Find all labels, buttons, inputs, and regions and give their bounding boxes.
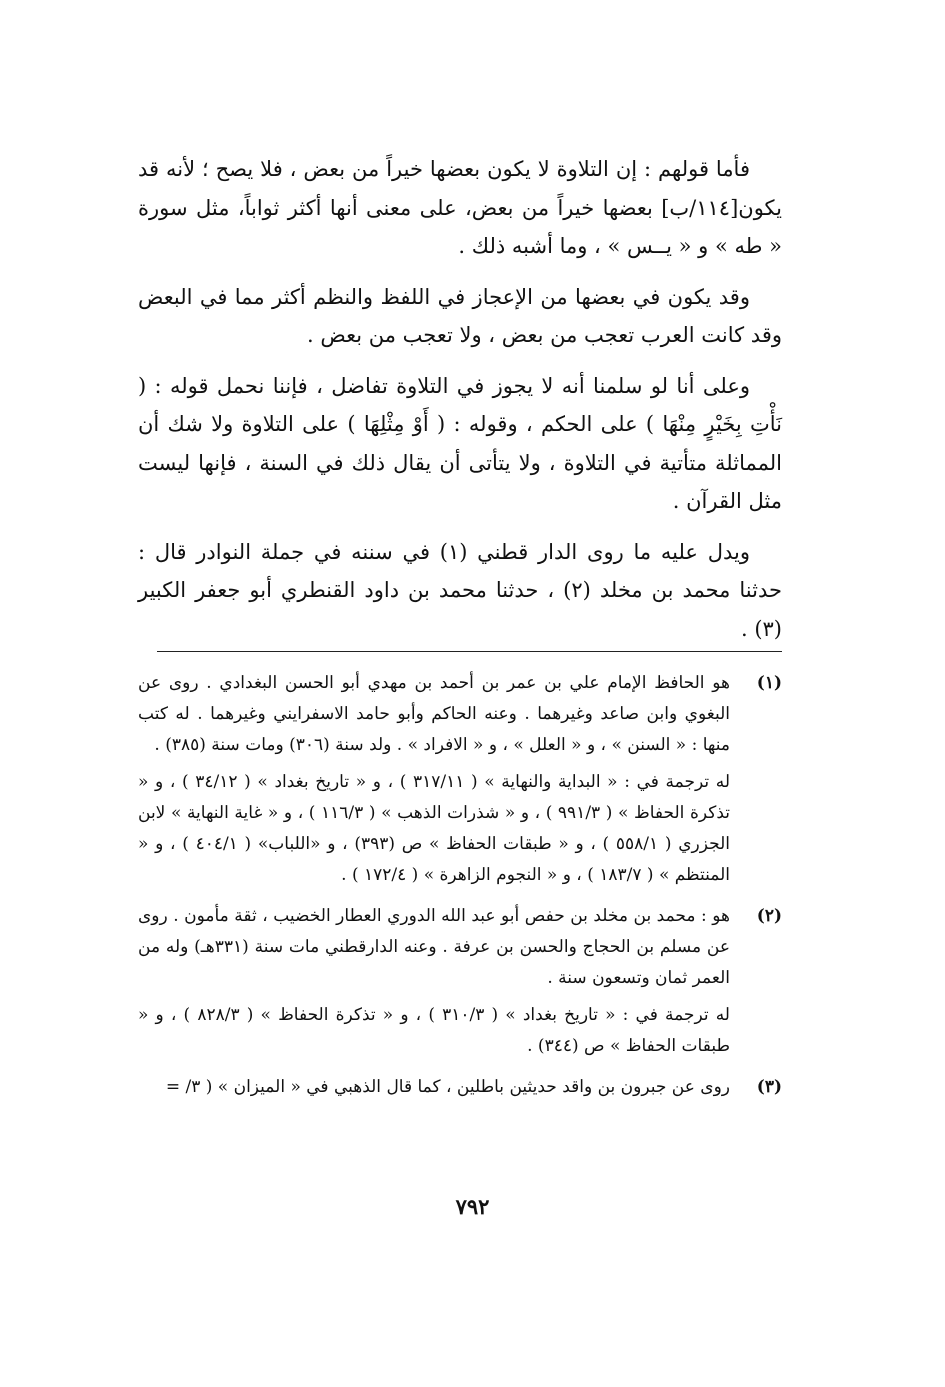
footnote-paragraph: له ترجمة في : « تاريخ بغداد » ( ٣١٠/٣ ) ، و « تذكرة الحفاظ » ( ٨٢٨/٣ ) ، و « طبقات الحفاظ » ص (٣٤٤) . [138,1005,730,1056]
footnote-1 [138,668,782,897]
main-paragraph-4: ويدل عليه ما روى الدار قطني (١) في سننه في جملة النوادر قال : حدثنا محمد بن مخلد (٢) ، حدثنا محمد بن داود القنطري أبو جعفر الكبير (٣) . [138,539,782,641]
main-text [138,150,782,660]
footnote-paragraph: هو : محمد بن مخلد بن حفص أبو عبد الله الدوري العطار الخضيب ، ثقة مأمون . روى عن مسلم بن الحجاج والحسن بن عرفة . وعنه الدارقطني مات سنة (٣٣١هـ) وله من العمر ثمان وتسعون سنة . [138,906,730,988]
footnote-paragraph: روى عن جبرون بن واقد حديثين باطلين ، كما قال الذهبي في « الميزان » ( ٣/ = [165,1077,730,1097]
main-paragraph-1: فأما قولهم : إن التلاوة لا يكون بعضها خيراً من بعض ، فلا يصح ؛ لأنه قد يكون[١١٤/ب] بعضها خيراً من بعض، على معنى أنها أكثر ثواباً، مثل سورة « طه » و « يــس » ، وما أشبه ذلك . [138,157,782,258]
footnote-body [138,901,730,1068]
footnotes [138,668,782,1113]
main-paragraph-3: وعلى أنا لو سلمنا أنه لا يجوز في التلاوة تفاضل ، فإننا نحمل قوله : ( نَأْتِ بِخَيْرٍ مِنْهَا ) على الحكم ، وقوله : ( أَوْ مِثْلِهَا ) على التلاوة ولا شك أن المماثلة متأتية في التلاوة ، ولا يتأتى أن يقال ذلك في السنة ، فإنها ليست مثل القرآن . [138,373,782,513]
footnote-body [138,1072,730,1109]
footnote-paragraph: هو الحافظ الإمام علي بن عمر بن أحمد بن مهدي أبو الحسن البغدادي . روى عن البغوي وابن صاعد وغيرهما . وعنه الحاكم وأبو حامد الاسفرايني وغيرهما . له كتب منها : « السنن » ، و « العلل » ، و « الافراد » . ولد سنة (٣٠٦) ومات سنة (٣٨٥) . [138,673,730,755]
footnote-number: (٢) [756,906,782,926]
page-number: ٧٩٢ [455,1194,490,1219]
footnote-number: (١) [756,673,782,693]
main-paragraph-2: وقد يكون في بعضها من الإعجاز في اللفظ والنظم أكثر مما في البعض وقد كانت العرب تعجب من بعض ، ولا تعجب من بعض . [138,284,782,347]
footnote-2 [138,901,782,1068]
footnote-number: (٣) [756,1077,782,1097]
footnote-3 [138,1072,782,1109]
footnote-separator [157,651,782,652]
footnote-body [138,668,730,897]
footnote-paragraph: له ترجمة في : « البداية والنهاية » ( ٣١٧/١١ ) ، و « تاريخ بغداد » ( ٣٤/١٢ ) ، و « تذكرة الحفاظ » ( ٩٩١/٣ ) ، و « شذرات الذهب » ( ١١٦/٣ ) ، و « غاية النهاية » لابن الجزري ( ٥٥٨/١ ) ، و « طبقات الحفاظ » ص (٣٩٣) ، و «اللباب» ( ٤٠٤/١ ) ، و « المنتظم » ( ١٨٣/٧ ) ، و « النجوم الزاهرة » ( ١٧٢/٤ ) . [138,772,730,885]
